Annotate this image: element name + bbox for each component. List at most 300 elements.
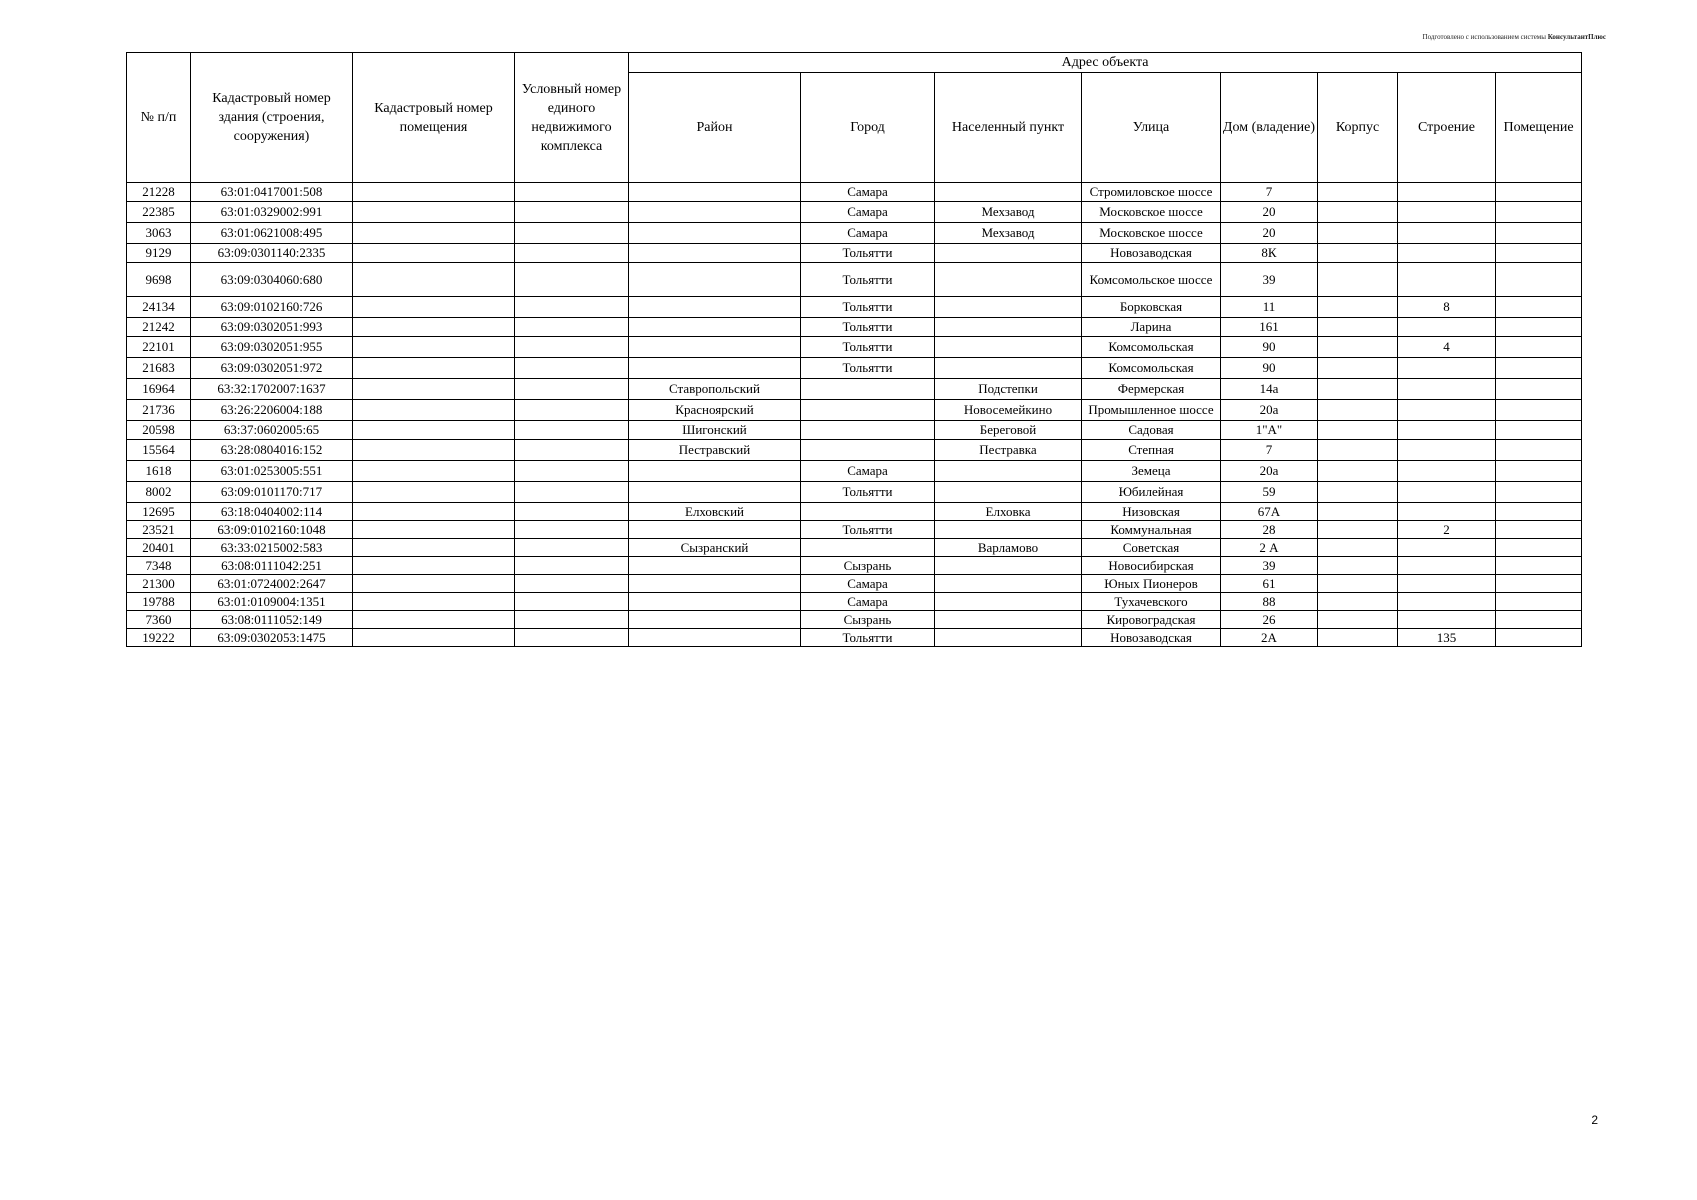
cell-num: 7348 bbox=[127, 557, 191, 575]
cell-cadastral-building: 63:01:0109004:1351 bbox=[191, 593, 353, 611]
table-row bbox=[127, 503, 1582, 521]
cell-district bbox=[629, 263, 801, 297]
cell-city: Тольятти bbox=[801, 244, 935, 263]
cell-city: Тольятти bbox=[801, 358, 935, 379]
cell-conditional-number bbox=[515, 318, 629, 337]
cell-cadastral-building: 63:09:0304060:680 bbox=[191, 263, 353, 297]
cell-conditional-number bbox=[515, 575, 629, 593]
cell-korpus bbox=[1318, 421, 1398, 440]
cell-locality: Новосемейкино bbox=[935, 400, 1082, 421]
cell-num: 19788 bbox=[127, 593, 191, 611]
cell-num: 7360 bbox=[127, 611, 191, 629]
cell-cadastral-building: 63:01:0329002:991 bbox=[191, 202, 353, 223]
cell-building bbox=[1398, 421, 1496, 440]
cell-city: Тольятти bbox=[801, 337, 935, 358]
cell-locality bbox=[935, 593, 1082, 611]
cell-cadastral-room bbox=[353, 611, 515, 629]
table-body bbox=[127, 183, 1582, 647]
cell-street: Ларина bbox=[1082, 318, 1221, 337]
cell-city bbox=[801, 379, 935, 400]
cell-city: Тольятти bbox=[801, 318, 935, 337]
cell-cadastral-room bbox=[353, 318, 515, 337]
cell-cadastral-building: 63:09:0102160:726 bbox=[191, 297, 353, 318]
cell-district bbox=[629, 202, 801, 223]
header-conditional-number: Условный номер единого недвижимого комплекса bbox=[515, 53, 629, 183]
cell-house: 1"А" bbox=[1221, 421, 1318, 440]
cell-locality bbox=[935, 358, 1082, 379]
cell-room bbox=[1496, 400, 1582, 421]
cell-room bbox=[1496, 593, 1582, 611]
cell-korpus bbox=[1318, 263, 1398, 297]
cell-conditional-number bbox=[515, 593, 629, 611]
cell-conditional-number bbox=[515, 358, 629, 379]
table-row bbox=[127, 244, 1582, 263]
cell-street: Тухачевского bbox=[1082, 593, 1221, 611]
cell-cadastral-building: 63:18:0404002:114 bbox=[191, 503, 353, 521]
cell-house: 67А bbox=[1221, 503, 1318, 521]
cell-house: 26 bbox=[1221, 611, 1318, 629]
cell-building bbox=[1398, 539, 1496, 557]
cell-conditional-number bbox=[515, 482, 629, 503]
cell-building bbox=[1398, 440, 1496, 461]
cell-district bbox=[629, 358, 801, 379]
cell-house: 14а bbox=[1221, 379, 1318, 400]
cell-korpus bbox=[1318, 318, 1398, 337]
table-row bbox=[127, 223, 1582, 244]
table-row bbox=[127, 400, 1582, 421]
cell-street: Советская bbox=[1082, 539, 1221, 557]
table-row bbox=[127, 629, 1582, 647]
cell-cadastral-building: 63:28:0804016:152 bbox=[191, 440, 353, 461]
cell-cadastral-building: 63:01:0253005:551 bbox=[191, 461, 353, 482]
cell-street: Низовская bbox=[1082, 503, 1221, 521]
cell-num: 21242 bbox=[127, 318, 191, 337]
cell-district bbox=[629, 183, 801, 202]
cell-house: 20 bbox=[1221, 223, 1318, 244]
cell-locality bbox=[935, 482, 1082, 503]
cell-street: Комсомольское шоссе bbox=[1082, 263, 1221, 297]
cell-street: Коммунальная bbox=[1082, 521, 1221, 539]
cell-building bbox=[1398, 611, 1496, 629]
cell-building bbox=[1398, 503, 1496, 521]
cell-conditional-number bbox=[515, 202, 629, 223]
cell-room bbox=[1496, 297, 1582, 318]
cell-district: Пестравский bbox=[629, 440, 801, 461]
cell-building bbox=[1398, 183, 1496, 202]
cell-room bbox=[1496, 318, 1582, 337]
table-row bbox=[127, 593, 1582, 611]
table-row bbox=[127, 575, 1582, 593]
cell-cadastral-building: 63:37:0602005:65 bbox=[191, 421, 353, 440]
cell-cadastral-building: 63:01:0621008:495 bbox=[191, 223, 353, 244]
cell-locality: Мехзавод bbox=[935, 202, 1082, 223]
cell-street: Московское шоссе bbox=[1082, 202, 1221, 223]
header-locality: Населенный пункт bbox=[935, 73, 1082, 183]
cell-street: Земеца bbox=[1082, 461, 1221, 482]
cell-conditional-number bbox=[515, 400, 629, 421]
cell-street: Новосибирская bbox=[1082, 557, 1221, 575]
cell-street: Новозаводская bbox=[1082, 244, 1221, 263]
cell-building bbox=[1398, 318, 1496, 337]
cell-locality: Пестравка bbox=[935, 440, 1082, 461]
cell-district bbox=[629, 629, 801, 647]
cell-district: Елховский bbox=[629, 503, 801, 521]
cell-district bbox=[629, 593, 801, 611]
cell-cadastral-building: 63:09:0302051:993 bbox=[191, 318, 353, 337]
cell-locality: Подстепки bbox=[935, 379, 1082, 400]
cell-korpus bbox=[1318, 358, 1398, 379]
cell-street: Юных Пионеров bbox=[1082, 575, 1221, 593]
cell-num: 9698 bbox=[127, 263, 191, 297]
cell-house: 161 bbox=[1221, 318, 1318, 337]
cell-num: 21683 bbox=[127, 358, 191, 379]
cell-district bbox=[629, 223, 801, 244]
cell-district: Шигонский bbox=[629, 421, 801, 440]
cell-num: 8002 bbox=[127, 482, 191, 503]
cell-cadastral-building: 63:01:0417001:508 bbox=[191, 183, 353, 202]
cell-locality bbox=[935, 297, 1082, 318]
cell-num: 22385 bbox=[127, 202, 191, 223]
header-city: Город bbox=[801, 73, 935, 183]
cell-cadastral-room bbox=[353, 379, 515, 400]
cell-street: Борковская bbox=[1082, 297, 1221, 318]
cell-street: Фермерская bbox=[1082, 379, 1221, 400]
cell-cadastral-building: 63:26:2206004:188 bbox=[191, 400, 353, 421]
cell-conditional-number bbox=[515, 337, 629, 358]
cell-locality bbox=[935, 244, 1082, 263]
cell-korpus bbox=[1318, 202, 1398, 223]
cell-city: Тольятти bbox=[801, 482, 935, 503]
cell-num: 23521 bbox=[127, 521, 191, 539]
cell-locality bbox=[935, 557, 1082, 575]
cell-district bbox=[629, 557, 801, 575]
cell-locality bbox=[935, 461, 1082, 482]
cell-num: 20401 bbox=[127, 539, 191, 557]
cell-num: 21736 bbox=[127, 400, 191, 421]
cell-room bbox=[1496, 461, 1582, 482]
cell-building bbox=[1398, 557, 1496, 575]
cell-street: Новозаводская bbox=[1082, 629, 1221, 647]
cell-house: 11 bbox=[1221, 297, 1318, 318]
cell-cadastral-room bbox=[353, 461, 515, 482]
cell-cadastral-room bbox=[353, 503, 515, 521]
cell-korpus bbox=[1318, 244, 1398, 263]
header-room: Помещение bbox=[1496, 73, 1582, 183]
cell-conditional-number bbox=[515, 461, 629, 482]
table-row bbox=[127, 379, 1582, 400]
cell-room bbox=[1496, 223, 1582, 244]
cell-house: 39 bbox=[1221, 557, 1318, 575]
cell-building bbox=[1398, 379, 1496, 400]
cell-street: Московское шоссе bbox=[1082, 223, 1221, 244]
cell-city: Самара bbox=[801, 593, 935, 611]
cell-korpus bbox=[1318, 539, 1398, 557]
table-row bbox=[127, 318, 1582, 337]
cell-street: Промышленное шоссе bbox=[1082, 400, 1221, 421]
cell-cadastral-room bbox=[353, 421, 515, 440]
header-building: Строение bbox=[1398, 73, 1496, 183]
cell-building bbox=[1398, 244, 1496, 263]
cell-city bbox=[801, 503, 935, 521]
cell-city: Самара bbox=[801, 223, 935, 244]
cell-room bbox=[1496, 539, 1582, 557]
cell-district bbox=[629, 461, 801, 482]
consultant-plus-brand: КонсультантПлюс bbox=[1547, 33, 1606, 41]
cell-locality bbox=[935, 611, 1082, 629]
cell-num: 15564 bbox=[127, 440, 191, 461]
cell-korpus bbox=[1318, 629, 1398, 647]
cell-cadastral-room bbox=[353, 521, 515, 539]
cell-district bbox=[629, 318, 801, 337]
cell-district: Ставропольский bbox=[629, 379, 801, 400]
cell-locality bbox=[935, 183, 1082, 202]
cell-building bbox=[1398, 461, 1496, 482]
cell-building bbox=[1398, 202, 1496, 223]
cell-room bbox=[1496, 575, 1582, 593]
cell-cadastral-room bbox=[353, 482, 515, 503]
cell-city: Тольятти bbox=[801, 629, 935, 647]
cell-building: 2 bbox=[1398, 521, 1496, 539]
cell-korpus bbox=[1318, 482, 1398, 503]
cell-conditional-number bbox=[515, 421, 629, 440]
cell-num: 3063 bbox=[127, 223, 191, 244]
cell-cadastral-room bbox=[353, 629, 515, 647]
cell-korpus bbox=[1318, 183, 1398, 202]
cell-num: 12695 bbox=[127, 503, 191, 521]
cell-room bbox=[1496, 337, 1582, 358]
cell-house: 20а bbox=[1221, 400, 1318, 421]
cell-city: Тольятти bbox=[801, 521, 935, 539]
cell-room bbox=[1496, 629, 1582, 647]
cell-conditional-number bbox=[515, 379, 629, 400]
cell-district: Красноярский bbox=[629, 400, 801, 421]
real-estate-register-table bbox=[126, 52, 1582, 647]
cell-street: Кировоградская bbox=[1082, 611, 1221, 629]
cell-num: 16964 bbox=[127, 379, 191, 400]
cell-korpus bbox=[1318, 223, 1398, 244]
cell-cadastral-room bbox=[353, 575, 515, 593]
cell-building bbox=[1398, 575, 1496, 593]
cell-korpus bbox=[1318, 557, 1398, 575]
cell-cadastral-building: 63:09:0102160:1048 bbox=[191, 521, 353, 539]
cell-cadastral-room bbox=[353, 557, 515, 575]
cell-num: 21228 bbox=[127, 183, 191, 202]
cell-korpus bbox=[1318, 611, 1398, 629]
cell-locality bbox=[935, 575, 1082, 593]
cell-building: 135 bbox=[1398, 629, 1496, 647]
cell-korpus bbox=[1318, 575, 1398, 593]
cell-conditional-number bbox=[515, 263, 629, 297]
cell-house: 20а bbox=[1221, 461, 1318, 482]
cell-room bbox=[1496, 244, 1582, 263]
table-row bbox=[127, 297, 1582, 318]
cell-conditional-number bbox=[515, 503, 629, 521]
cell-room bbox=[1496, 379, 1582, 400]
cell-city: Самара bbox=[801, 575, 935, 593]
cell-building bbox=[1398, 400, 1496, 421]
cell-cadastral-building: 63:08:0111052:149 bbox=[191, 611, 353, 629]
cell-conditional-number bbox=[515, 611, 629, 629]
cell-cadastral-room bbox=[353, 337, 515, 358]
cell-house: 2 А bbox=[1221, 539, 1318, 557]
cell-korpus bbox=[1318, 440, 1398, 461]
cell-house: 88 bbox=[1221, 593, 1318, 611]
cell-room bbox=[1496, 611, 1582, 629]
cell-street: Комсомольская bbox=[1082, 358, 1221, 379]
page-number: 2 bbox=[1591, 1113, 1598, 1127]
table-row bbox=[127, 461, 1582, 482]
cell-conditional-number bbox=[515, 244, 629, 263]
cell-room bbox=[1496, 263, 1582, 297]
cell-korpus bbox=[1318, 503, 1398, 521]
cell-room bbox=[1496, 421, 1582, 440]
table-row bbox=[127, 521, 1582, 539]
cell-house: 7 bbox=[1221, 440, 1318, 461]
cell-locality: Елховка bbox=[935, 503, 1082, 521]
header-num: № п/п bbox=[127, 53, 191, 183]
cell-building bbox=[1398, 482, 1496, 503]
cell-korpus bbox=[1318, 297, 1398, 318]
cell-cadastral-room bbox=[353, 223, 515, 244]
cell-district bbox=[629, 575, 801, 593]
cell-district bbox=[629, 244, 801, 263]
cell-locality bbox=[935, 337, 1082, 358]
cell-cadastral-room bbox=[353, 539, 515, 557]
cell-building bbox=[1398, 263, 1496, 297]
table-row bbox=[127, 482, 1582, 503]
cell-house: 2А bbox=[1221, 629, 1318, 647]
cell-street: Юбилейная bbox=[1082, 482, 1221, 503]
cell-num: 9129 bbox=[127, 244, 191, 263]
cell-room bbox=[1496, 202, 1582, 223]
cell-building bbox=[1398, 358, 1496, 379]
cell-korpus bbox=[1318, 461, 1398, 482]
cell-house: 39 bbox=[1221, 263, 1318, 297]
cell-city bbox=[801, 440, 935, 461]
cell-locality bbox=[935, 318, 1082, 337]
cell-room bbox=[1496, 440, 1582, 461]
cell-room bbox=[1496, 358, 1582, 379]
cell-korpus bbox=[1318, 593, 1398, 611]
cell-num: 24134 bbox=[127, 297, 191, 318]
cell-city: Тольятти bbox=[801, 297, 935, 318]
prepared-with-note bbox=[1423, 33, 1606, 41]
cell-city bbox=[801, 539, 935, 557]
cell-city: Самара bbox=[801, 183, 935, 202]
header-cadastral-building: Кадастровый номер здания (строения, сооружения) bbox=[191, 53, 353, 183]
cell-house: 90 bbox=[1221, 337, 1318, 358]
cell-house: 28 bbox=[1221, 521, 1318, 539]
cell-cadastral-room bbox=[353, 263, 515, 297]
table-row bbox=[127, 263, 1582, 297]
cell-street: Степная bbox=[1082, 440, 1221, 461]
cell-district bbox=[629, 482, 801, 503]
cell-room bbox=[1496, 503, 1582, 521]
cell-house: 20 bbox=[1221, 202, 1318, 223]
cell-building bbox=[1398, 223, 1496, 244]
cell-conditional-number bbox=[515, 297, 629, 318]
cell-locality: Мехзавод bbox=[935, 223, 1082, 244]
cell-district bbox=[629, 521, 801, 539]
cell-city: Самара bbox=[801, 461, 935, 482]
cell-cadastral-room bbox=[353, 183, 515, 202]
prepared-with-text: Подготовлено с использованием системы bbox=[1422, 33, 1546, 41]
cell-room bbox=[1496, 521, 1582, 539]
cell-room bbox=[1496, 183, 1582, 202]
cell-city: Сызрань bbox=[801, 557, 935, 575]
cell-house: 7 bbox=[1221, 183, 1318, 202]
cell-cadastral-building: 63:33:0215002:583 bbox=[191, 539, 353, 557]
cell-cadastral-room bbox=[353, 358, 515, 379]
cell-city bbox=[801, 400, 935, 421]
cell-house: 59 bbox=[1221, 482, 1318, 503]
table-row bbox=[127, 539, 1582, 557]
cell-cadastral-building: 63:09:0101170:717 bbox=[191, 482, 353, 503]
cell-cadastral-room bbox=[353, 593, 515, 611]
cell-korpus bbox=[1318, 337, 1398, 358]
cell-city: Самара bbox=[801, 202, 935, 223]
cell-cadastral-building: 63:01:0724002:2647 bbox=[191, 575, 353, 593]
cell-cadastral-room bbox=[353, 297, 515, 318]
cell-cadastral-room bbox=[353, 202, 515, 223]
cell-korpus bbox=[1318, 521, 1398, 539]
cell-city: Сызрань bbox=[801, 611, 935, 629]
cell-cadastral-room bbox=[353, 244, 515, 263]
table-row bbox=[127, 440, 1582, 461]
cell-house: 61 bbox=[1221, 575, 1318, 593]
cell-cadastral-building: 63:09:0302051:972 bbox=[191, 358, 353, 379]
cell-conditional-number bbox=[515, 557, 629, 575]
cell-street: Комсомольская bbox=[1082, 337, 1221, 358]
table-row bbox=[127, 358, 1582, 379]
cell-street: Стромиловское шоссе bbox=[1082, 183, 1221, 202]
cell-house: 90 bbox=[1221, 358, 1318, 379]
cell-district bbox=[629, 337, 801, 358]
cell-cadastral-building: 63:08:0111042:251 bbox=[191, 557, 353, 575]
cell-cadastral-room bbox=[353, 440, 515, 461]
cell-cadastral-building: 63:09:0302051:955 bbox=[191, 337, 353, 358]
table-row bbox=[127, 183, 1582, 202]
cell-cadastral-room bbox=[353, 400, 515, 421]
table-row bbox=[127, 557, 1582, 575]
cell-city bbox=[801, 421, 935, 440]
cell-conditional-number bbox=[515, 629, 629, 647]
cell-building bbox=[1398, 593, 1496, 611]
cell-district bbox=[629, 297, 801, 318]
cell-num: 21300 bbox=[127, 575, 191, 593]
table-row bbox=[127, 421, 1582, 440]
cell-locality: Варламово bbox=[935, 539, 1082, 557]
cell-num: 1618 bbox=[127, 461, 191, 482]
cell-locality bbox=[935, 263, 1082, 297]
header-korpus: Корпус bbox=[1318, 73, 1398, 183]
cell-locality bbox=[935, 521, 1082, 539]
cell-locality: Береговой bbox=[935, 421, 1082, 440]
cell-street: Садовая bbox=[1082, 421, 1221, 440]
cell-korpus bbox=[1318, 400, 1398, 421]
cell-conditional-number bbox=[515, 539, 629, 557]
cell-building: 4 bbox=[1398, 337, 1496, 358]
cell-num: 22101 bbox=[127, 337, 191, 358]
cell-room bbox=[1496, 557, 1582, 575]
cell-house: 8К bbox=[1221, 244, 1318, 263]
cell-conditional-number bbox=[515, 521, 629, 539]
cell-room bbox=[1496, 482, 1582, 503]
header-house: Дом (владение) bbox=[1221, 73, 1318, 183]
header-address-group: Адрес объекта bbox=[629, 53, 1582, 73]
cell-num: 19222 bbox=[127, 629, 191, 647]
cell-building: 8 bbox=[1398, 297, 1496, 318]
